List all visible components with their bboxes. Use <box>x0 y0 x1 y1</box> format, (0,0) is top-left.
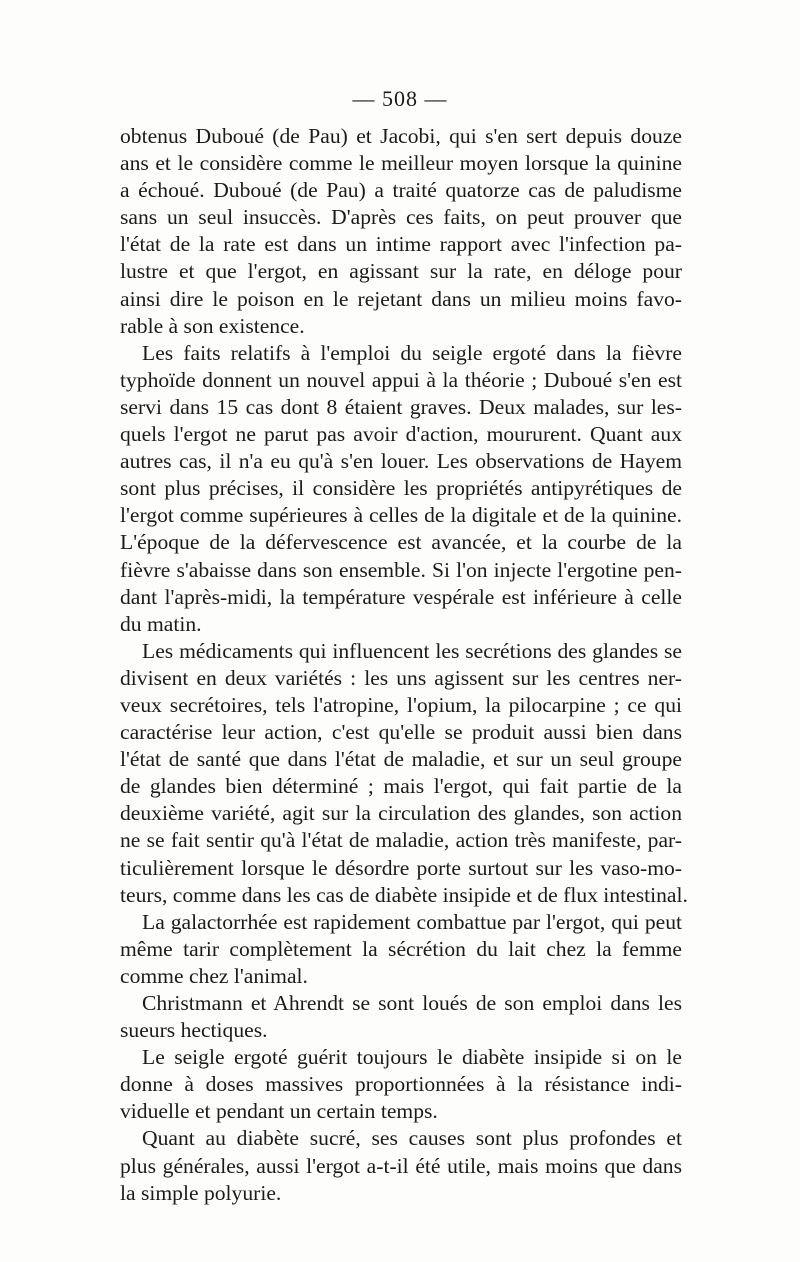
text-line: deuxième variété, agit sur la circulation des glandes, son action <box>120 801 682 826</box>
paragraph <box>120 123 682 340</box>
text-line: l'ergot comme supérieures à celles de la digitale et de la quinine. <box>120 503 682 528</box>
text-line: dant l'après-midi, la température vespérale est inférieure à celle <box>120 584 682 609</box>
text-line: Le seigle ergoté guérit toujours le diabète insipide si on le <box>142 1045 682 1070</box>
text-line: Quant au diabète sucré, ses causes sont plus profondes et <box>142 1126 682 1151</box>
text-line: ans et le considère comme le meilleur moyen lorsque la quinine <box>120 151 682 176</box>
text-line: viduelle et pendant un certain temps. <box>120 1099 438 1124</box>
page-number: — 508 — <box>352 86 448 111</box>
paragraph <box>120 340 682 638</box>
text-line: ne se fait sentir qu'à l'état de maladie, action très manifeste, par- <box>120 828 682 853</box>
text-line: Les médicaments qui influencent les secrétions des glandes se <box>142 638 682 663</box>
text-line: comme chez l'animal. <box>120 963 308 988</box>
text-line: du matin. <box>120 611 202 636</box>
paragraph <box>120 990 682 1044</box>
paragraph <box>120 1125 682 1206</box>
text-line: L'époque de la défervescence est avancée, et la courbe de la <box>120 530 682 555</box>
text-line: Christmann et Ahrendt se sont loués de son emploi dans les <box>142 991 682 1015</box>
text-line: même tarir complètement la sécrétion du lait chez la femme <box>120 936 682 961</box>
text-line: lustre et que l'ergot, en agissant sur la rate, en déloge pour <box>120 259 682 284</box>
text-line: servi dans 15 cas dont 8 étaient graves. Deux malades, sur les- <box>120 394 682 419</box>
text-line: rable à son existence. <box>120 313 305 338</box>
text-line: teurs, comme dans les cas de diabète insipide et de flux intestinal. <box>120 882 688 907</box>
text-line: a échoué. Duboué (de Pau) a traité quatorze cas de paludisme <box>120 178 682 203</box>
text-line: Les faits relatifs à l'emploi du seigle ergoté dans la fièvre <box>142 340 682 365</box>
text-line: donne à doses massives proportionnées à la résistance indi- <box>120 1072 682 1097</box>
text-line: plus générales, aussi l'ergot a-t-il été utile, mais moins que dans <box>120 1153 682 1178</box>
text-line: divisent en deux variétés : les uns agissent sur les centres ner- <box>120 665 682 690</box>
paragraph <box>120 638 688 909</box>
text-line: sans un seul insuccès. D'après ces faits, on peut prouver que <box>120 205 682 230</box>
body-text <box>120 123 688 1207</box>
text-line: caractérise leur action, c'est qu'elle se produit aussi bien dans <box>120 720 682 745</box>
text-line: fièvre s'abaisse dans son ensemble. Si l'on injecte l'ergotine pen- <box>120 557 682 582</box>
text-line: autres cas, il n'a eu qu'à s'en louer. Les observations de Hayem <box>120 449 682 474</box>
text-line: ticulièrement lorsque le désordre porte surtout sur les vaso-mo- <box>120 855 682 880</box>
paragraph <box>120 909 682 990</box>
text-line: ainsi dire le poison en le rejetant dans un milieu moins favo- <box>120 286 682 311</box>
text-line: sueurs hectiques. <box>120 1018 268 1043</box>
text-line: l'état de la rate est dans un intime rapport avec l'infection pa- <box>120 232 682 257</box>
text-line: quels l'ergot ne parut pas avoir d'action, moururent. Quant aux <box>120 422 682 447</box>
text-line: La galactorrhée est rapidement combattue par l'ergot, qui peut <box>142 909 682 934</box>
text-line: de glandes bien déterminé ; mais l'ergot, qui fait partie de la <box>120 774 682 799</box>
text-line: l'état de santé que dans l'état de maladie, et sur un seul groupe <box>120 747 682 772</box>
text-line: la simple polyurie. <box>120 1180 282 1205</box>
paragraph <box>120 1044 682 1125</box>
text-line: typhoïde donnent un nouvel appui à la théorie ; Duboué s'en est <box>120 367 682 392</box>
text-line: sont plus précises, il considère les propriétés antipyrétiques de <box>120 476 682 501</box>
text-line: obtenus Duboué (de Pau) et Jacobi, qui s'en sert depuis douze <box>120 124 682 148</box>
text-line: veux secrétoires, tels l'atropine, l'opium, la pilocarpine ; ce qui <box>120 692 682 717</box>
